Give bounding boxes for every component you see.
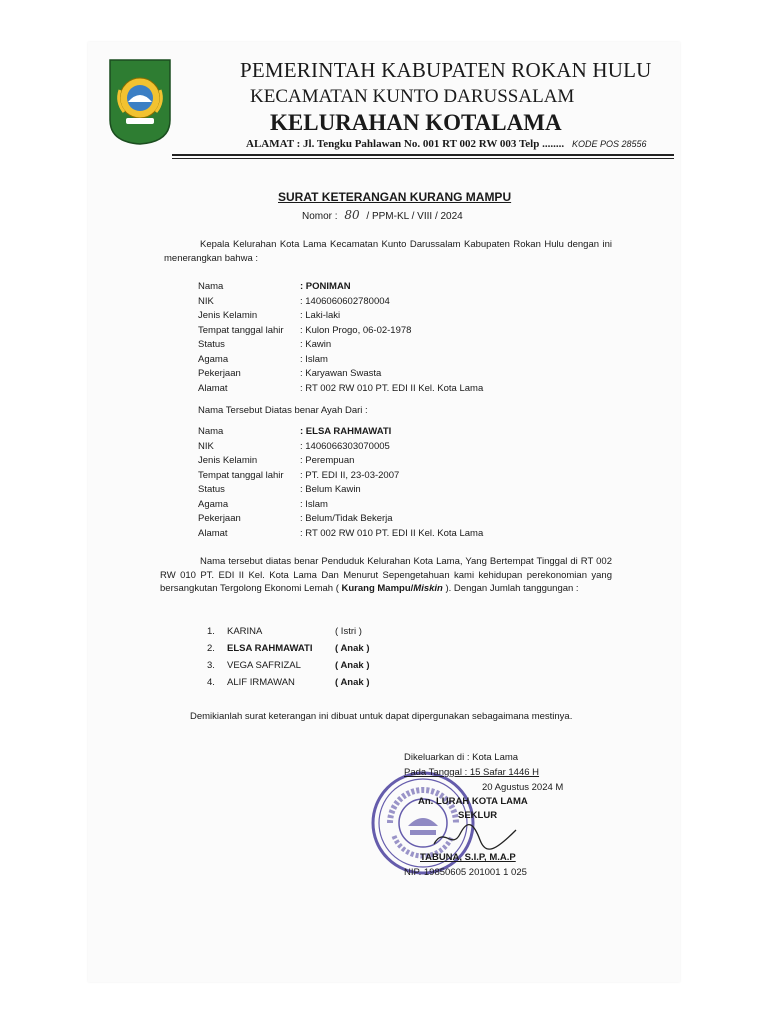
intro-paragraph (164, 238, 612, 265)
detail-value: : Belum Kawin (300, 484, 361, 495)
signature-on-behalf: An. LURAH KOTA LAMA (418, 796, 528, 807)
dependent-role: ( Anak ) (335, 677, 370, 688)
detail-value: : 1406066303070005 (300, 440, 390, 452)
issued-date-gregorian: 20 Agustus 2024 M (482, 782, 564, 793)
dependent-name: ALIF IRMAWAN (227, 677, 295, 688)
header-address: ALAMAT : Jl. Tengku Pahlawan No. 001 RT 002 RW 003 Telp ........ (246, 138, 565, 150)
detail-key: NIK (198, 440, 214, 452)
regency-logo (108, 58, 172, 146)
residence-tail: ). Dengan Jumlah tanggungan : (442, 583, 579, 594)
detail-key: Alamat (198, 527, 228, 539)
detail-value: : Kulon Progo, 06-02-1978 (300, 324, 412, 336)
dependent-role: ( Istri ) (335, 626, 362, 637)
emphasis-miskin: Miskin (413, 583, 443, 594)
detail-key: Jenis Kelamin (198, 310, 258, 321)
detail-value: : Belum/Tidak Bekerja (300, 513, 393, 524)
dependent-number: 1. (207, 626, 215, 637)
detail-key: Status (198, 484, 225, 495)
detail-key: Agama (198, 353, 229, 365)
detail-key: Status (198, 339, 225, 350)
detail-value: : RT 002 RW 010 PT. EDI II Kel. Kota Lama (300, 527, 484, 539)
detail-key: Pekerjaan (198, 513, 241, 524)
subheading: Nama Tersebut Diatas benar Ayah Dari : (198, 405, 368, 416)
detail-value: : Laki-laki (300, 310, 341, 321)
header-district: KECAMATAN KUNTO DARUSSALAM (250, 86, 575, 107)
dependent-role: ( Anak ) (335, 660, 370, 671)
detail-value: : Islam (300, 498, 328, 510)
dependent-name: VEGA SAFRIZAL (227, 660, 301, 671)
detail-value: : Perempuan (300, 455, 355, 466)
signature-position: SEKLUR (458, 810, 498, 821)
dependent-role: ( Anak ) (335, 643, 370, 654)
residence-paragraph (160, 555, 612, 596)
detail-key: Jenis Kelamin (198, 455, 258, 466)
detail-value: : ELSA RAHMAWATI (300, 426, 392, 437)
nomor-handwritten: 80 (344, 208, 360, 222)
detail-value: : Karyawan Swasta (300, 368, 382, 379)
header-village: KELURAHAN KOTALAMA (270, 110, 562, 135)
nomor-label: Nomor : (302, 211, 338, 222)
issued-place: Dikeluarkan di : Kota Lama (404, 752, 519, 763)
detail-value: : PT. EDI II, 23-03-2007 (300, 469, 400, 481)
detail-key: Pekerjaan (198, 368, 241, 379)
residence-text: Nama tersebut diatas benar Penduduk Kelurahan Kota Lama, Yang Bertempat Tinggal di RT 002 RW 010 PT. EDI II Kel. Kota Lama Dan Menurut Sepengetahuan kami kehidupan perekonomian yang bersangkutan Tergolong Ekonomi Lemah ( (160, 556, 612, 594)
intro-text: Kepala Kelurahan Kota Lama Kecamatan Kunto Darussalam Kabupaten Rokan Hulu dengan ini menerangkan bahwa : (164, 239, 612, 264)
detail-key: Nama (198, 281, 224, 292)
header-divider (172, 154, 674, 156)
detail-value: : 1406060602780004 (300, 295, 390, 307)
dependent-number: 3. (207, 660, 215, 671)
emphasis-kurang-mampu: Kurang Mampu/ (341, 583, 414, 594)
dependent-number: 4. (207, 677, 215, 688)
detail-value: : PONIMAN (300, 281, 351, 292)
closing-text: Demikianlah surat keterangan ini dibuat untuk dapat dipergunakan sebagaimana mestinya. (190, 711, 573, 722)
nomor-suffix: / PPM-KL / VIII / 2024 (366, 211, 463, 222)
handwritten-signature (430, 820, 520, 854)
detail-key: Tempat tanggal lahir (198, 324, 284, 336)
header-postal-code: KODE POS 28556 (572, 139, 647, 149)
detail-key: NIK (198, 295, 214, 307)
detail-key: Agama (198, 498, 229, 510)
document-number (302, 208, 463, 222)
dependent-name: KARINA (227, 626, 263, 637)
detail-value: : Islam (300, 353, 328, 365)
detail-key: Alamat (198, 382, 228, 394)
closing-paragraph (154, 710, 616, 724)
issued-date-hijri: Pada Tanggal : 15 Safar 1446 H (404, 767, 540, 778)
detail-value: : RT 002 RW 010 PT. EDI II Kel. Kota Lama (300, 382, 484, 394)
document-title: SURAT KETERANGAN KURANG MAMPU (278, 190, 512, 204)
header-divider-thin (172, 158, 674, 159)
detail-value: : Kawin (300, 339, 332, 350)
signatory-name: TABUNA, S.I.P, M.A.P (420, 852, 516, 863)
dependent-name: ELSA RAHMAWATI (227, 643, 313, 654)
signatory-nip: NIP. 19850605 201001 1 025 (404, 867, 527, 878)
detail-key: Nama (198, 426, 224, 437)
dependent-number: 2. (207, 643, 215, 654)
detail-key: Tempat tanggal lahir (198, 469, 284, 481)
header-government: PEMERINTAH KABUPATEN ROKAN HULU (240, 58, 652, 82)
